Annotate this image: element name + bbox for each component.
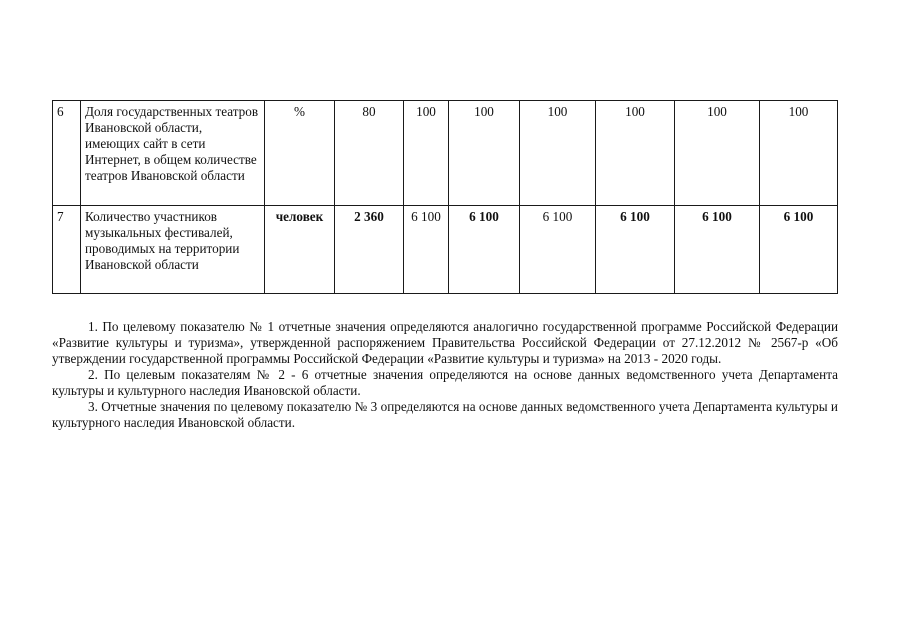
value-cell: 6 100 bbox=[596, 206, 675, 294]
value-cell: 100 bbox=[449, 101, 520, 206]
value-cell: 100 bbox=[596, 101, 675, 206]
value-cell: 6 100 bbox=[404, 206, 449, 294]
row-number: 6 bbox=[53, 101, 81, 206]
unit-cell: человек bbox=[265, 206, 335, 294]
value-cell: 2 360 bbox=[335, 206, 404, 294]
indicator-name: Количество участников музыкальных фестивалей, проводимых на территории Ивановской области bbox=[81, 206, 265, 294]
value-cell: 100 bbox=[760, 101, 838, 206]
table-row bbox=[53, 101, 838, 206]
value-cell: 6 100 bbox=[449, 206, 520, 294]
footnote-paragraph: 1. По целевому показателю № 1 отчетные значения определяются аналогично государственной программе Российской Федерации «Развитие культуры и туризма», утвержденной распоряжением Правительства Российской Федерации от 27.12.2012 № 2567-р «Об утверждении государственной программы Российской Федерации «Развитие культуры и туризма» на 2013 - 2020 годы. bbox=[52, 319, 838, 366]
footnote-paragraph: 2. По целевым показателям № 2 - 6 отчетные значения определяются на основе данных ведомственного учета Департамента культуры и культурного наследия Ивановской области. bbox=[52, 367, 838, 398]
row-number: 7 bbox=[53, 206, 81, 294]
value-cell: 6 100 bbox=[760, 206, 838, 294]
value-cell: 100 bbox=[520, 101, 596, 206]
value-cell: 6 100 bbox=[675, 206, 760, 294]
footnote-paragraph: 3. Отчетные значения по целевому показателю № 3 определяются на основе данных ведомственного учета Департамента культуры и культурного наследия Ивановской области. bbox=[52, 399, 838, 430]
indicator-name: Доля государственных театров Ивановской области, имеющих сайт в сети Интернет, в общем количестве театров Ивановской области bbox=[81, 101, 265, 206]
value-cell: 100 bbox=[675, 101, 760, 206]
value-cell: 80 bbox=[335, 101, 404, 206]
value-cell: 100 bbox=[404, 101, 449, 206]
unit-cell: % bbox=[265, 101, 335, 206]
value-cell: 6 100 bbox=[520, 206, 596, 294]
footnotes bbox=[52, 319, 838, 431]
table-row bbox=[53, 206, 838, 294]
indicators-table bbox=[52, 100, 838, 294]
